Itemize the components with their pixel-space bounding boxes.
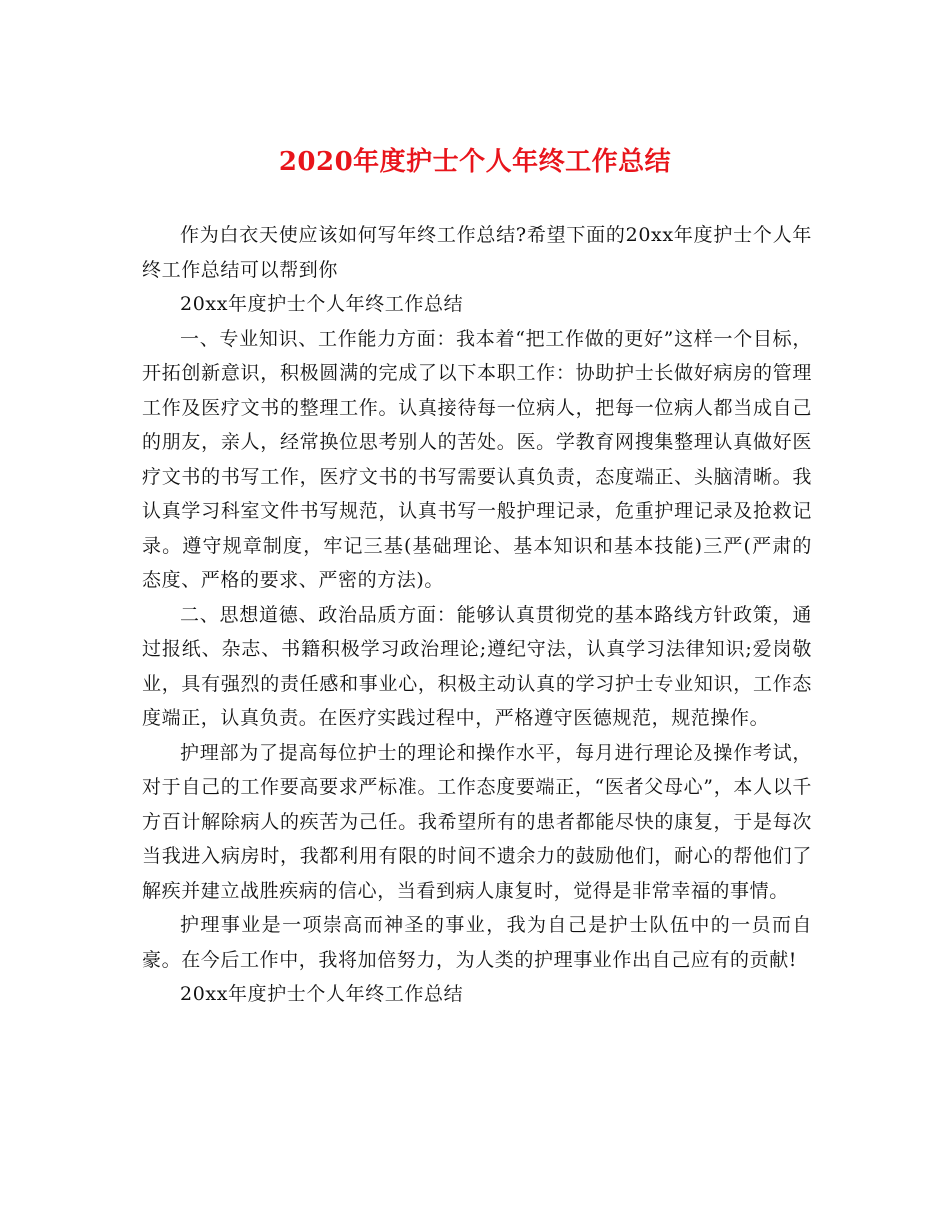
paragraph-ethics-politics: 二、思想道德、政治品质方面：能够认真贯彻党的基本路线方针政策，通过报纸、杂志、书籍积极学习政治理论;遵纪守法，认真学习法律知识;爱岗敬业，具有强烈的责任感和事业心，积极主动认真的学习护士专业知识，工作态度端正，认真负责。在医疗实践过程中，严格遵守医德规范，规范操作。: [142, 603, 812, 729]
paragraph-subtitle: 20xx年度护士个人年终工作总结: [180, 293, 464, 315]
paragraph-intro: 作为白衣天使应该如何写年终工作总结?希望下面的20xx年度护士个人年终工作总结可以帮到你: [142, 224, 812, 281]
paragraph-professional-skills: 一、专业知识、工作能力方面：我本着“把工作做的更好”这样一个目标，开拓创新意识，积极圆满的完成了以下本职工作：协助护士长做好病房的管理工作及医疗文书的整理工作。认真接待每一位病人，把每一位病人都当成自己的朋友，亲人，经常换位思考别人的苦处。医。学教育网搜集整理认真做好医疗文书的书写工作，医疗文书的书写需要认真负责，态度端正、头脑清晰。我认真学习科室文件书写规范，认真书写一般护理记录，危重护理记录及抢救记录。遵守规章制度，牢记三基(基础理论、基本知识和基本技能)三严(严肃的态度、严格的要求、严密的方法)。: [142, 327, 812, 591]
paragraph-nursing-department: 护理部为了提高每位护士的理论和操作水平，每月进行理论及操作考试，对于自己的工作要高要求严标准。工作态度要端正，“医者父母心”，本人以千方百计解除病人的疾苦为己任。我希望所有的患者都能尽快的康复，于是每次当我进入病房时，我都利用有限的时间不遗余力的鼓励他们，耐心的帮他们了解疾并建立战胜疾病的信心，当看到病人康复时，觉得是非常幸福的事情。: [142, 741, 812, 902]
paragraph-conclusion: 护理事业是一项崇高而神圣的事业，我为自己是护士队伍中的一员而自豪。在今后工作中，我将加倍努力，为人类的护理事业作出自己应有的贡献!: [142, 914, 812, 971]
document-body: [142, 218, 812, 1012]
paragraph-footer-title: 20xx年度护士个人年终工作总结: [180, 983, 464, 1005]
document-title: 2020年度护士个人年终工作总结: [278, 147, 672, 177]
